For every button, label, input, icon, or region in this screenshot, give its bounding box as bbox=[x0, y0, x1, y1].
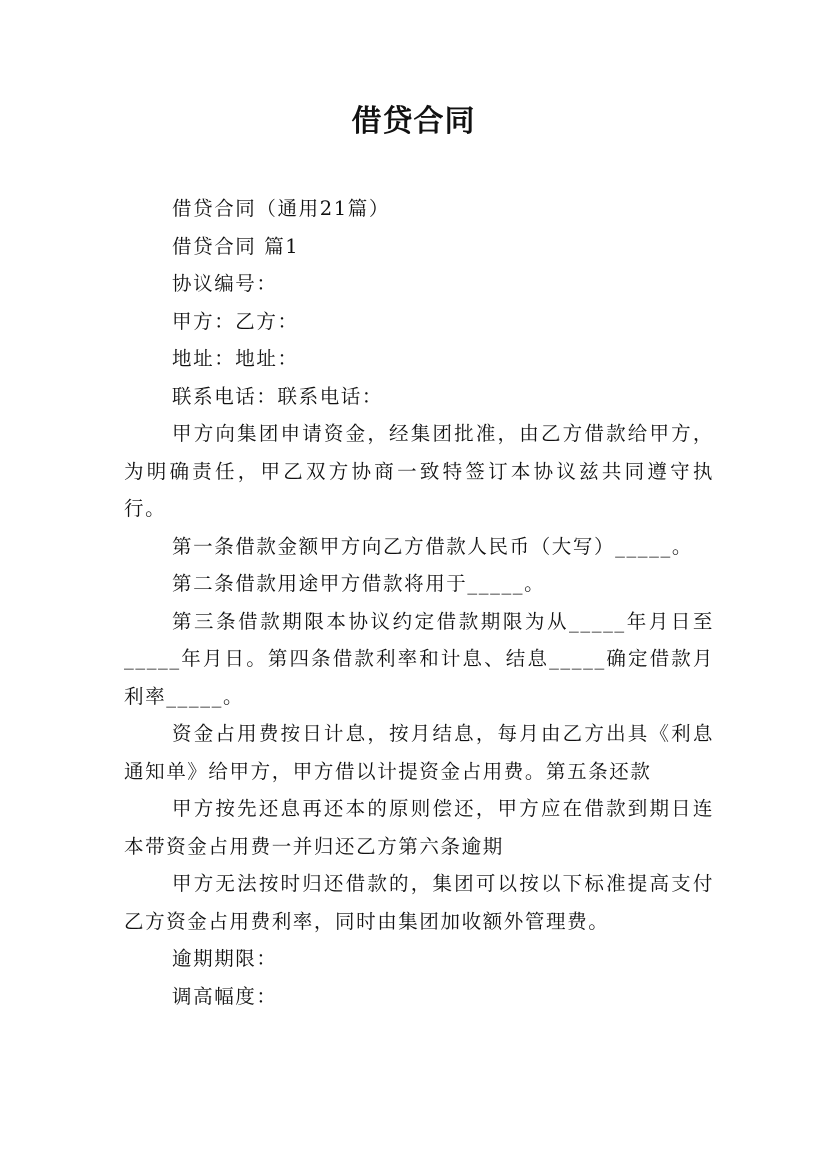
paragraph: 协议编号： bbox=[172, 272, 278, 295]
paragraph: 第三条借款期限本协议约定借款期限为从_____年月日至_____年月日。第四条借款利率和计息、结息_____确定借款月利率_____。 bbox=[124, 609, 714, 708]
paragraph: 借贷合同 篇1 bbox=[172, 234, 300, 258]
document-title: 借贷合同 bbox=[351, 104, 476, 139]
document-body bbox=[124, 190, 714, 1015]
paragraph: 第一条借款金额甲方向乙方借款人民币（大写）_____。 bbox=[172, 534, 693, 558]
paragraph: 地址：地址： bbox=[172, 347, 299, 370]
paragraph: 联系电话：联系电话： bbox=[172, 384, 384, 408]
paragraph: 第二条借款用途甲方借款将用于_____。 bbox=[172, 572, 546, 595]
paragraph: 甲方按先还息再还本的原则偿还，甲方应在借款到期日连本带资金占用费一并归还乙方第六条逾期 bbox=[124, 797, 714, 858]
paragraph: 逾期期限： bbox=[172, 947, 278, 970]
paragraph: 调高幅度： bbox=[172, 984, 278, 1008]
paragraph: 甲方向集团申请资金，经集团批准，由乙方借款给甲方，为明确责任，甲乙双方协商一致特签订本协议兹共同遵守执行。 bbox=[124, 422, 714, 520]
paragraph: 甲方无法按时归还借款的，集团可以按以下标准提高支付乙方资金占用费利率，同时由集团加收额外管理费。 bbox=[124, 872, 714, 933]
paragraph: 资金占用费按日计息，按月结息，每月由乙方出具《利息通知单》给甲方，甲方借以计提资金占用费。第五条还款 bbox=[124, 722, 714, 783]
paragraph: 借贷合同（通用21篇） bbox=[172, 197, 390, 220]
paragraph: 甲方：乙方： bbox=[172, 309, 299, 333]
